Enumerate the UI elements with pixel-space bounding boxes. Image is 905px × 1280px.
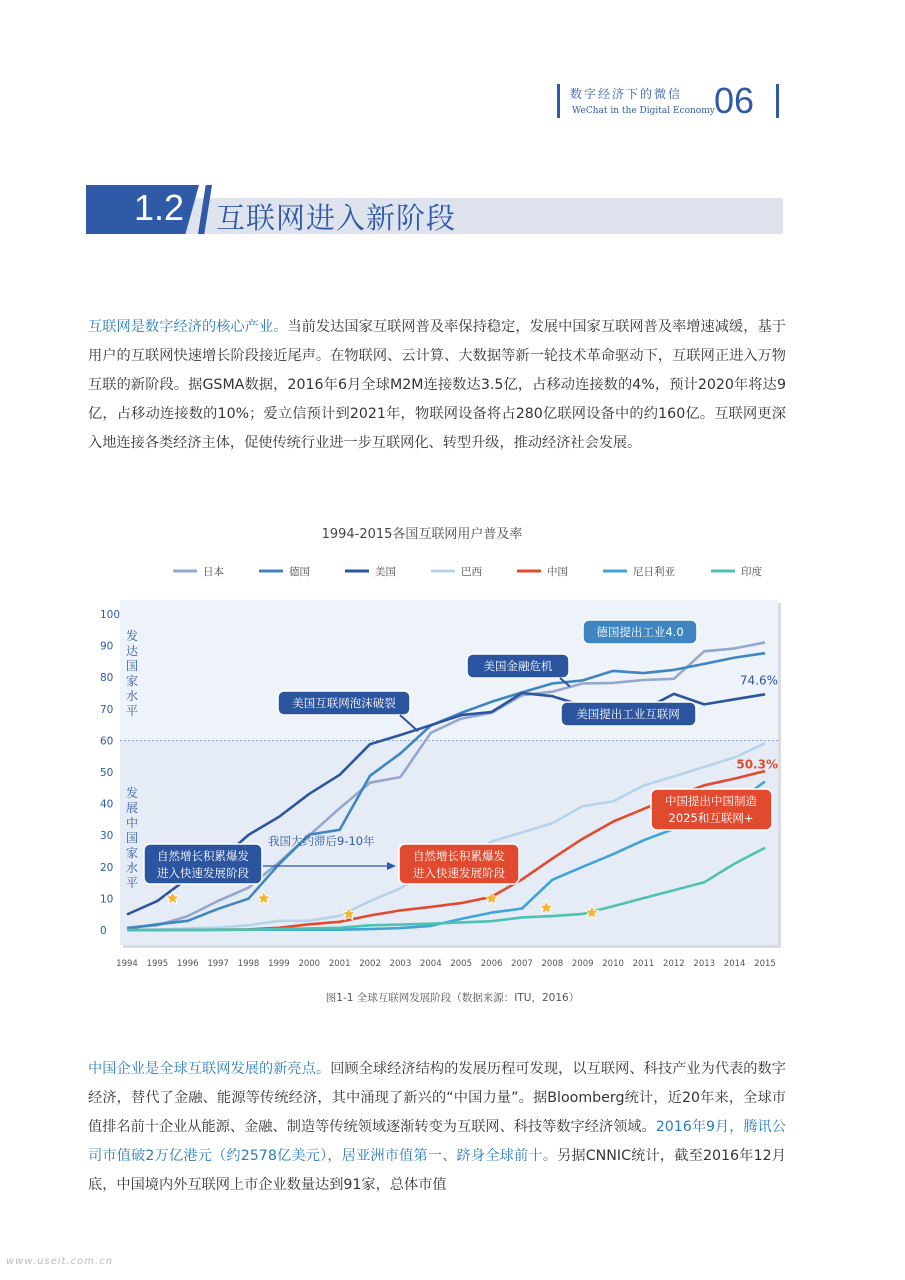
callout-us-industrial-internet-text: 美国提出工业互联网 [576, 707, 680, 721]
x-tick-label: 2000 [298, 959, 321, 969]
x-tick-label: 1995 [146, 959, 169, 969]
x-tick-label: 2008 [541, 959, 564, 969]
x-tick-label: 1996 [176, 959, 199, 969]
legend-label: 巴西 [461, 566, 482, 578]
callout-growth-red-line2: 进入快速发展阶段 [413, 866, 505, 880]
x-tick-label: 1999 [268, 959, 290, 969]
legend-label: 美国 [375, 566, 396, 578]
header-right-bar [776, 84, 779, 118]
x-tick-label: 2007 [511, 959, 533, 969]
x-tick-label: 2010 [602, 959, 624, 969]
y-tick-label: 100 [100, 609, 121, 621]
paragraph-2-highlight: 2016年9月，腾讯公司市值破2万亿港元（约2578亿美元），居亚洲市值第一、跻身全球前十。 [88, 1119, 786, 1164]
header-title-cn: 数字经济下的微信 [570, 87, 683, 101]
y-tick-label: 90 [100, 640, 114, 653]
zone-label-char: 国 [125, 659, 139, 673]
y-tick-label: 10 [100, 893, 114, 906]
x-tick-label: 2012 [663, 959, 685, 969]
value-label-china: 50.3% [736, 757, 778, 772]
x-tick-label: 1997 [207, 959, 229, 969]
callout-china-manufacturing-line1: 中国提出中国制造 [665, 794, 757, 808]
x-tick-label: 2014 [723, 959, 746, 969]
y-tick-label: 60 [100, 735, 114, 748]
section-number: 1.2 [134, 187, 185, 228]
paragraph-1-lead: 互联网是数字经济的核心产业。 [88, 319, 288, 335]
callout-growth-blue-line1: 自然增长积累爆发 [157, 849, 249, 863]
x-tick-label: 2013 [693, 959, 716, 969]
x-tick-label: 2006 [480, 959, 503, 969]
footer-watermark: www.useit.com.cn [6, 1256, 114, 1267]
callout-financial-crisis-text: 美国金融危机 [483, 659, 553, 673]
zone-label-developing [126, 785, 138, 890]
x-tick-label: 2009 [571, 959, 594, 969]
paragraph-2-body1: 回顾全球经济结构的发展历程可发现，以互联网、科技产业为代表的数字经济，替代了金融、能源等传统经济，其中涌现了新兴的“中国力量”。据Bloomberg统计，近20年来，全球市值排名前十企业从能源、金融、制造等传统领域逐渐转变为互联网、科技等数字经济领域。 [88, 1061, 786, 1135]
x-tick-label: 2003 [389, 959, 412, 969]
developing-zone [120, 740, 778, 945]
paragraph-2-body2: 另据CNNIC统计，截至2016年12月底，中国境内外互联网上市企业数量达到91家，总体市值 [88, 1148, 786, 1193]
y-tick-label: 70 [100, 703, 114, 716]
x-tick-label: 2011 [632, 959, 655, 969]
zone-label-char: 水 [125, 689, 139, 703]
legend-label: 日本 [203, 566, 224, 578]
value-label-us: 74.6% [739, 673, 778, 688]
zone-label-char: 中 [125, 816, 139, 830]
y-tick-label: 80 [100, 672, 114, 685]
zone-label-char: 家 [125, 674, 139, 688]
y-tick-label: 20 [100, 861, 114, 874]
x-tick-label: 2005 [450, 959, 473, 969]
legend-label: 中国 [547, 566, 568, 578]
lag-note: 我国大约滞后9-10年 [268, 834, 375, 848]
chart-legend [173, 565, 762, 578]
section-title: 互联网进入新阶段 [216, 201, 457, 235]
header-title-en: WeChat in the Digital Economy [572, 106, 715, 116]
x-tick-label: 2015 [754, 959, 776, 969]
zone-label-char: 平 [125, 876, 139, 890]
chart-title: 1994-2015各国互联网用户普及率 [321, 527, 523, 542]
zone-label-char: 国 [125, 831, 139, 845]
callout-growth-blue-line2: 进入快速发展阶段 [157, 866, 249, 880]
header-left-bar [557, 84, 560, 118]
page-number: 06 [714, 80, 755, 121]
y-tick-label: 0 [100, 925, 107, 937]
x-tick-label: 2001 [328, 959, 351, 969]
zone-label-char: 水 [125, 861, 139, 875]
x-tick-label: 2004 [419, 959, 442, 969]
x-tick-label: 1994 [116, 959, 138, 969]
zone-label-char: 家 [125, 846, 139, 860]
zone-label-char: 发 [125, 629, 139, 643]
zone-label-char: 达 [125, 644, 139, 658]
chart-plot-area [100, 600, 781, 969]
legend-label: 印度 [741, 566, 762, 578]
callout-growth-red-line1: 自然增长积累爆发 [413, 849, 505, 863]
internet-penetration-chart [100, 515, 805, 980]
legend-label: 尼日利亚 [633, 566, 675, 578]
paragraph-1-body: 当前发达国家互联网普及率保持稳定，发展中国家互联网普及率增速减缓，基于用户的互联网快速增长阶段接近尾声。在物联网、云计算、大数据等新一轮技术革命驱动下，互联网正进入万物互联的新阶段。据GSMA数据，2016年6月全球M2M连接数达3.5亿，占移动连接数的4%，预计2020年将达9亿，占移动连接数的10%；爱立信预计到2021年，物联网设备将占280亿联网设备中的约160亿。互联网更深入地连接各类经济主体，促使传统行业进一步互联网化、转型升级，推动经济社会发展。 [88, 319, 786, 451]
x-tick-label: 1998 [237, 959, 260, 969]
figure-caption: 图1-1 全球互联网发展阶段（数据来源：ITU，2016） [325, 992, 580, 1004]
zone-label-char: 平 [125, 704, 139, 718]
paragraph-2-lead: 中国企业是全球互联网发展的新亮点。 [88, 1061, 331, 1077]
zone-label-char: 发 [125, 786, 139, 800]
paragraph-1 [88, 313, 786, 458]
x-tick-label: 2002 [359, 959, 381, 969]
callout-china-manufacturing-line2: 2025和互联网+ [668, 811, 754, 825]
y-tick-label: 50 [100, 767, 114, 779]
callout-germany-industry40-text: 德国提出工业4.0 [596, 625, 684, 639]
y-tick-label: 40 [100, 798, 114, 811]
zone-label-char: 展 [125, 801, 139, 815]
paragraph-2 [88, 1055, 786, 1200]
callout-dotcom-bubble-text: 美国互联网泡沫破裂 [292, 696, 396, 710]
y-tick-label: 30 [100, 830, 114, 843]
legend-label: 德国 [289, 566, 310, 578]
